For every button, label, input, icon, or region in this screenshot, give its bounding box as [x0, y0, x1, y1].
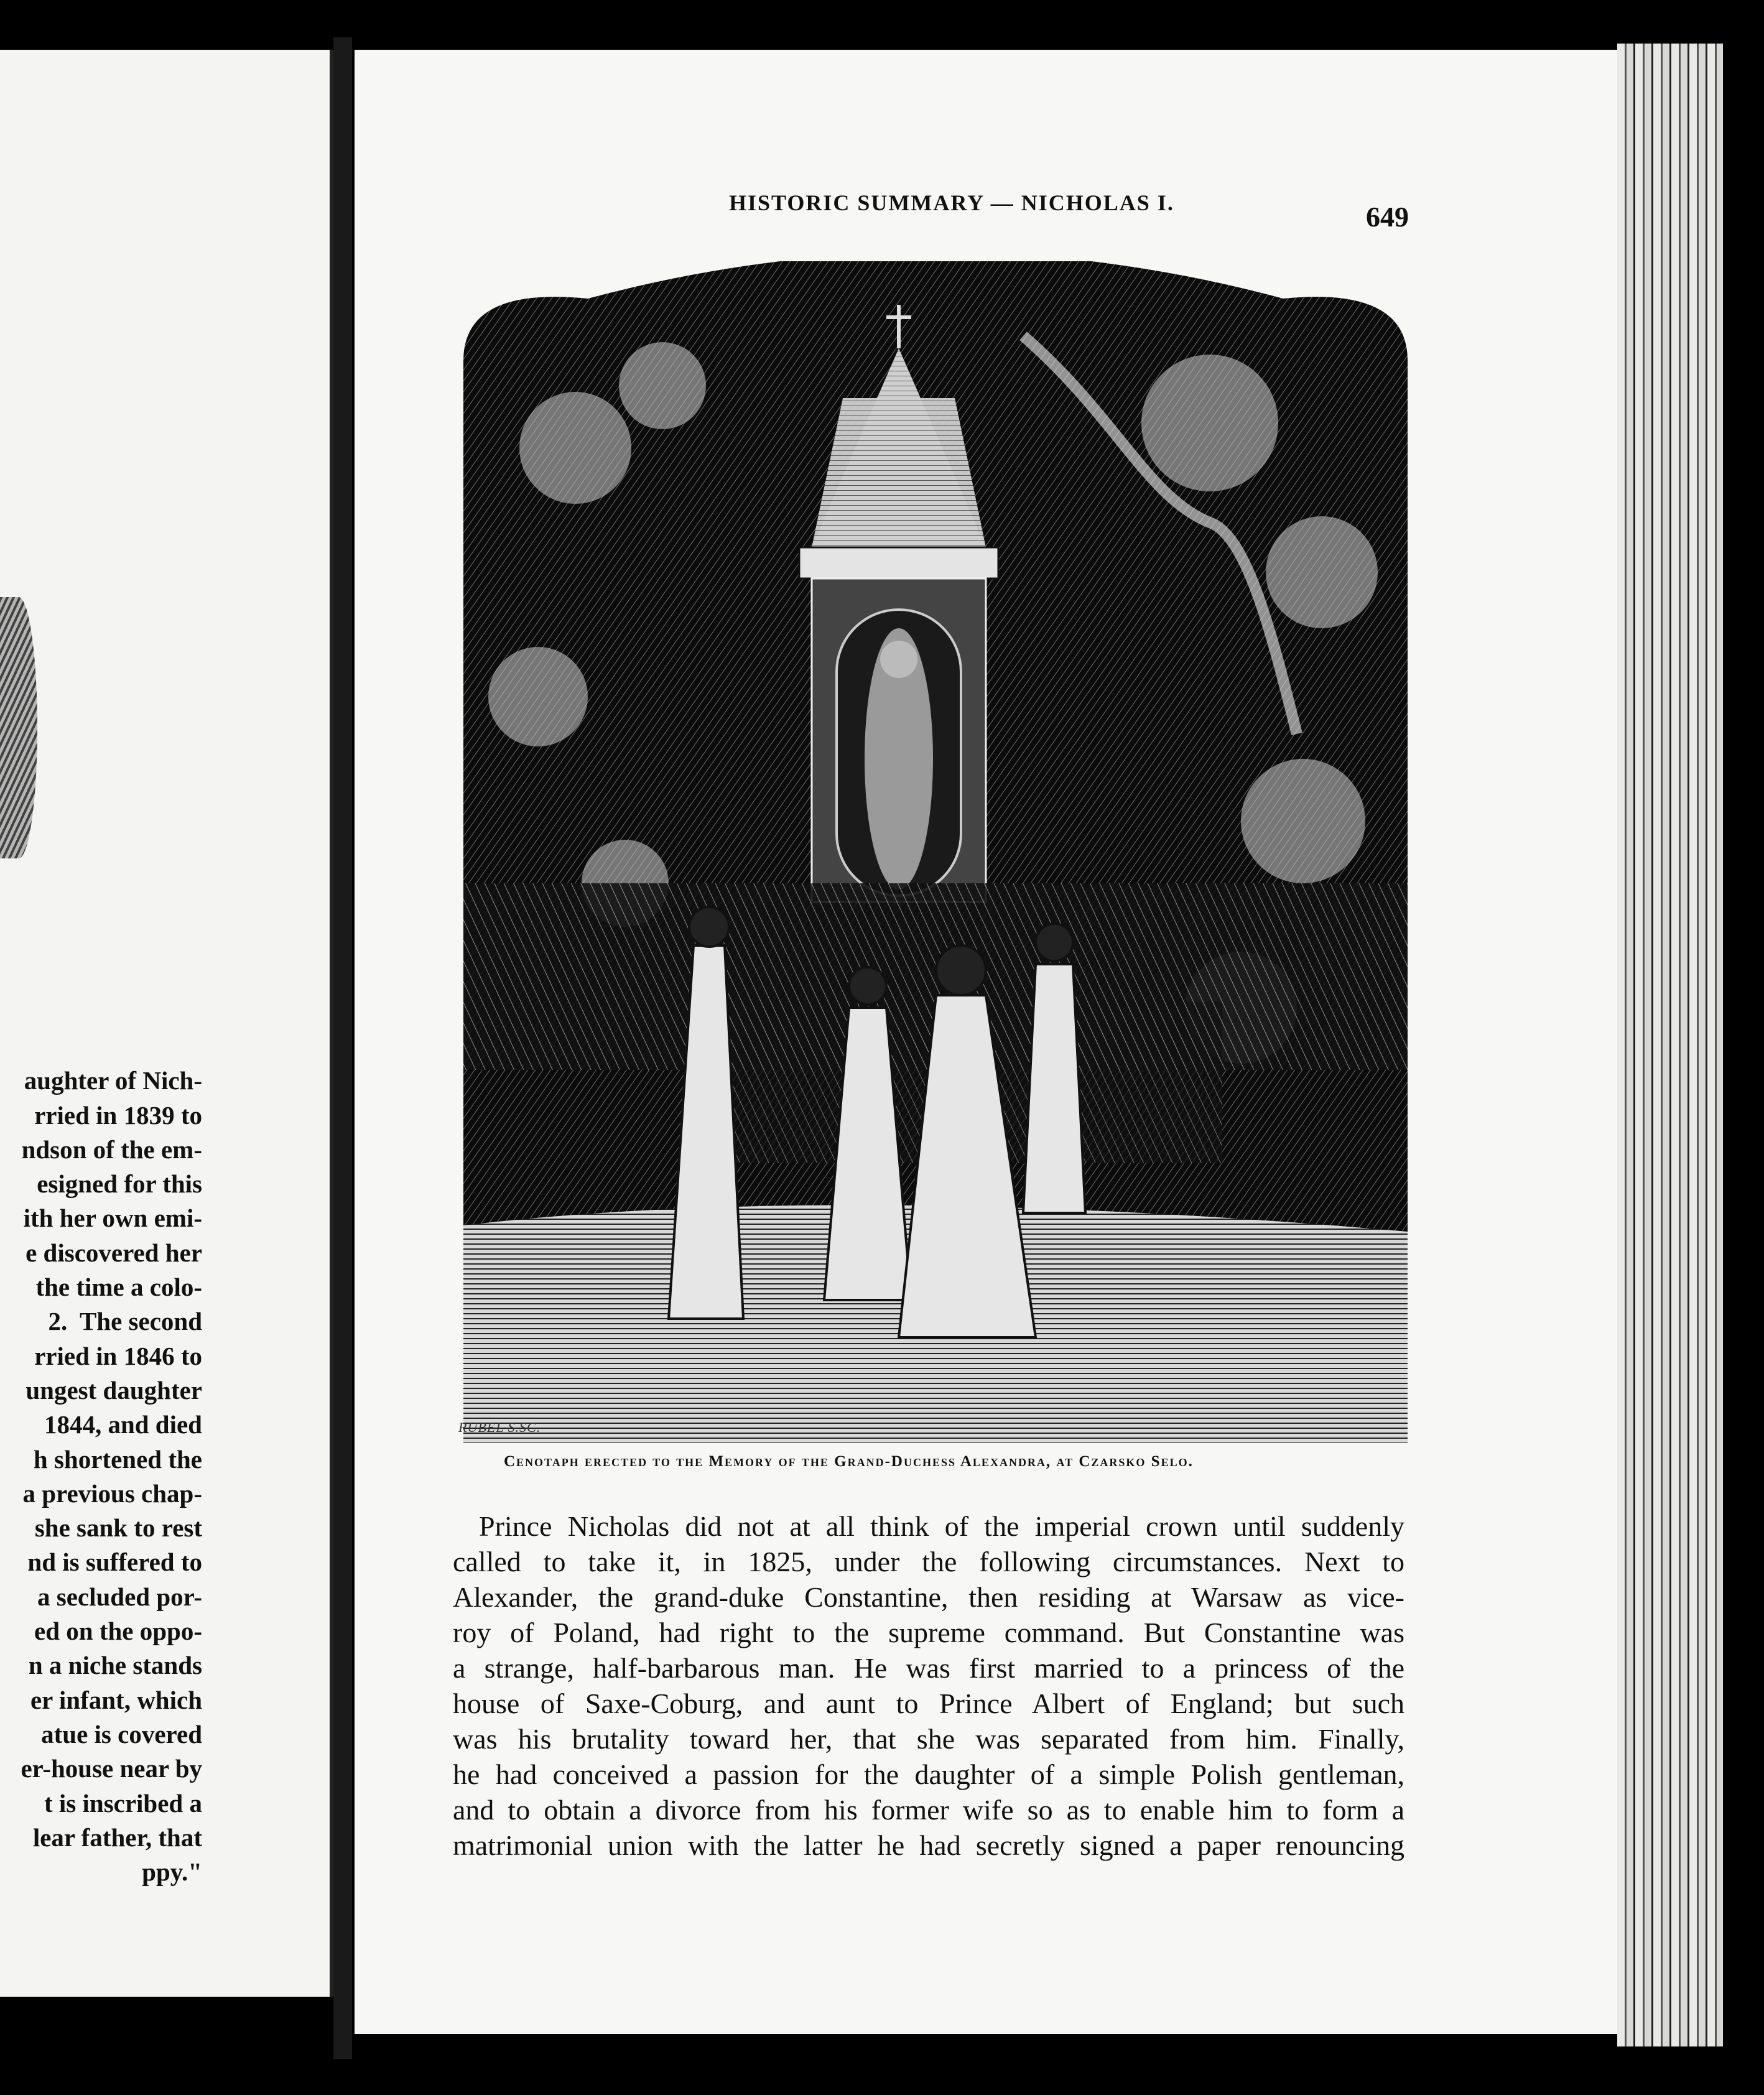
- left-page: [0, 50, 333, 1997]
- left-text-line: er infant, which: [30, 1685, 202, 1714]
- book-gutter: [333, 37, 352, 2059]
- body-line: a strange, half-barbarous man. He was first married to a princess of the: [453, 1652, 1404, 1684]
- left-text-line: h shortened the: [33, 1444, 202, 1474]
- cenotaph-engraving: [463, 261, 1408, 1443]
- body-line: house of Saxe-Coburg, and aunt to Prince Albert of England; but such: [453, 1688, 1404, 1719]
- engraver-signature: RUBEL S.SC.: [458, 1419, 541, 1435]
- left-text-line: ith her own emi-: [23, 1204, 202, 1233]
- left-text-line: a secluded por-: [37, 1582, 202, 1611]
- left-text-line: 1844, and died: [44, 1410, 202, 1439]
- left-page-illustration-fragment: [0, 597, 37, 858]
- left-text-line: nd is suffered to: [27, 1548, 202, 1577]
- engraving-drawing: [463, 261, 1408, 1443]
- body-line: he had conceived a passion for the daughter of a simple Polish gentleman,: [453, 1758, 1404, 1790]
- left-text-line: 2. The second: [48, 1307, 202, 1336]
- left-text-line: ppy.": [142, 1857, 202, 1887]
- page-number: 649: [1366, 201, 1409, 233]
- left-text-line: a previous chap-: [22, 1479, 202, 1508]
- left-page-text: [0, 1029, 202, 1924]
- left-text-line: n a niche stands: [28, 1651, 202, 1680]
- left-text-line: she sank to rest: [34, 1513, 202, 1543]
- illustration-caption: Cenotaph erected to the Memory of the Grand-Duchess Alexandra, at Czarsko Selo.: [504, 1453, 1194, 1470]
- body-paragraph: [453, 1508, 1404, 1863]
- body-line: was his brutality toward her, that she was separated from him. Finally,: [453, 1723, 1404, 1755]
- left-text-line: atue is covered: [41, 1719, 202, 1749]
- left-text-line: lear father, that: [32, 1823, 202, 1852]
- left-text-line: rried in 1846 to: [34, 1341, 202, 1370]
- left-text-line: rried in 1839 to: [34, 1100, 202, 1130]
- body-line: roy of Poland, had right to the supreme command. But Constantine was: [453, 1617, 1404, 1648]
- left-text-line: the time a colo-: [35, 1273, 202, 1302]
- page-edges: [1617, 44, 1723, 2046]
- left-text-line: e discovered her: [26, 1238, 202, 1267]
- left-text-line: aughter of Nich-: [24, 1066, 202, 1095]
- body-line: Prince Nicholas did not at all think of the imperial crown until suddenly: [479, 1510, 1404, 1542]
- body-line: matrimonial union with the latter he had secretly signed a paper renouncing: [453, 1829, 1404, 1861]
- left-text-line: ndson of the em-: [21, 1135, 202, 1164]
- left-text-line: t is inscribed a: [44, 1788, 202, 1818]
- running-head: HISTORIC SUMMARY — NICHOLAS I.: [729, 190, 1174, 215]
- left-text-line: ungest daughter: [26, 1375, 202, 1405]
- body-line: and to obtain a divorce from his former wife so as to enable him to form a: [453, 1794, 1404, 1826]
- body-line: Alexander, the grand-duke Constantine, then residing at Warsaw as vice-: [453, 1581, 1404, 1613]
- left-text-line: er-house near by: [21, 1754, 202, 1783]
- left-text-line: esigned for this: [37, 1169, 202, 1199]
- body-line: called to take it, in 1825, under the following circumstances. Next to: [453, 1546, 1404, 1577]
- left-text-line: ed on the oppo-: [34, 1617, 202, 1646]
